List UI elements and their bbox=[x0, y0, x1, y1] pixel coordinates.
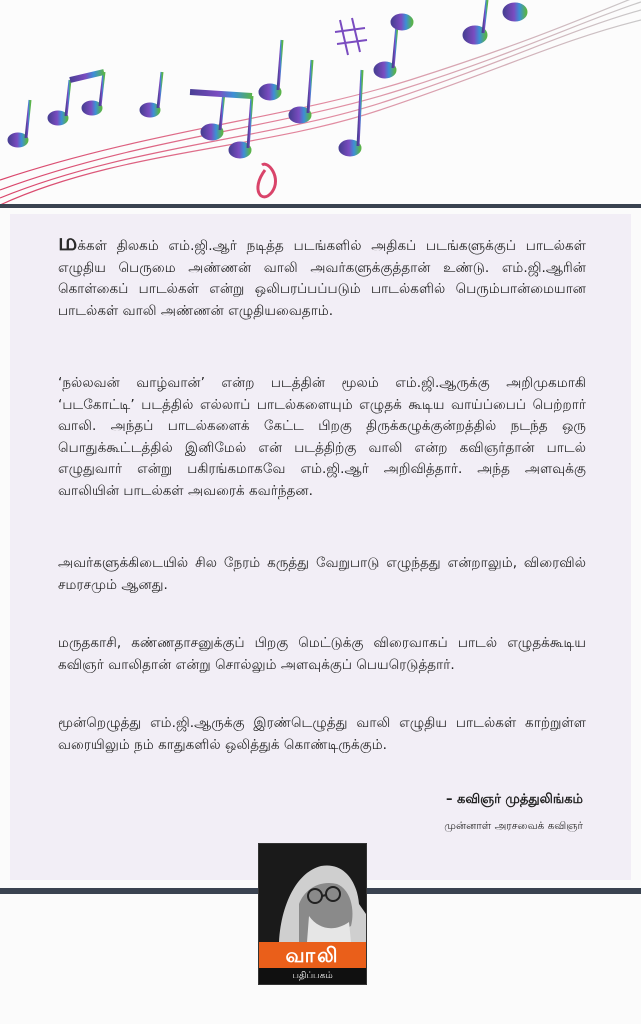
publisher-logo bbox=[258, 843, 367, 985]
paragraph-5: மூன்றெழுத்து எம்.ஜி.ஆருக்கு இரண்டெழுத்து வாலி எழுதிய பாடல்கள் காற்றுள்ள வரையிலும் நம் காதுகளில் ஒலித்துக் கொண்டிருக்கும். bbox=[58, 715, 586, 753]
publisher-name: வாலி bbox=[259, 942, 366, 968]
author-title: முன்னாள் அரசவைக் கவிஞர் bbox=[444, 820, 583, 832]
paragraph-3: அவர்களுக்கிடையில் சில நேரம் கருத்து வேறுபாடு எழுந்தது என்றாலும், விரைவில் சமரசமும் ஆனது. bbox=[58, 555, 586, 593]
drop-cap: ம bbox=[58, 228, 78, 256]
paragraph-2: ‘நல்லவன் வாழ்வான்’ என்ற படத்தின் மூலம் எம்.ஜி.ஆருக்கு அறிமுகமாகி ‘படகோட்டி’ படத்தில் எல்லாப் பாடல்களையும் எழுதக் கூடிய வாய்ப்பைப் பெற்றார் வாலி. அந்தப் பாடல்களைக் கேட்ட பிறகு திருக்கழுக்குன்றத்தில் நடந்த ஒரு பொதுக்கூட்டத்தில் இனிமேல் என் படத்திற்கு வாலி என்ற கவிஞர்தான் பாடல் எழுதுவார் என்று பகிரங்கமாகவே எம்.ஜி.ஆர் அறிவித்தார். அந்த அளவுக்கு வாலியின் பாடல்கள் அவரைக் கவர்ந்தன. bbox=[58, 375, 586, 499]
paragraph-1: மக்கள் திலகம் எம்.ஜி.ஆர் நடித்த படங்களில் அதிகப் படங்களுக்குப் பாடல்கள் எழுதிய பெருமை அண்ணன் வாலி அவர்களுக்குத்தான் உண்டு. எம்.ஜி.ஆரின் கொள்கைப் பாடல்கள் என்று ஒலிபரப்பப்படும் பாடல்களில் பெரும்பான்மையான பாடல்கள் வாலி அண்ணன் எழுதியவைதாம். bbox=[58, 228, 586, 319]
music-notes-decoration bbox=[0, 0, 641, 210]
author-name: – கவிஞர் முத்துலிங்கம் bbox=[446, 792, 583, 807]
author-portrait-icon bbox=[259, 844, 366, 942]
publisher-subtitle: பதிப்பகம் bbox=[292, 971, 333, 981]
music-staff-icon bbox=[0, 0, 641, 210]
top-divider bbox=[0, 204, 641, 208]
paragraph-4: மருதகாசி, கண்ணதாசனுக்குப் பிறகு மெட்டுக்கு விரைவாகப் பாடல் எழுதக்கூடிய கவிஞர் வாலிதான் என்று சொல்லும் அளவுக்குப் பெயரெடுத்தார். bbox=[58, 635, 586, 673]
